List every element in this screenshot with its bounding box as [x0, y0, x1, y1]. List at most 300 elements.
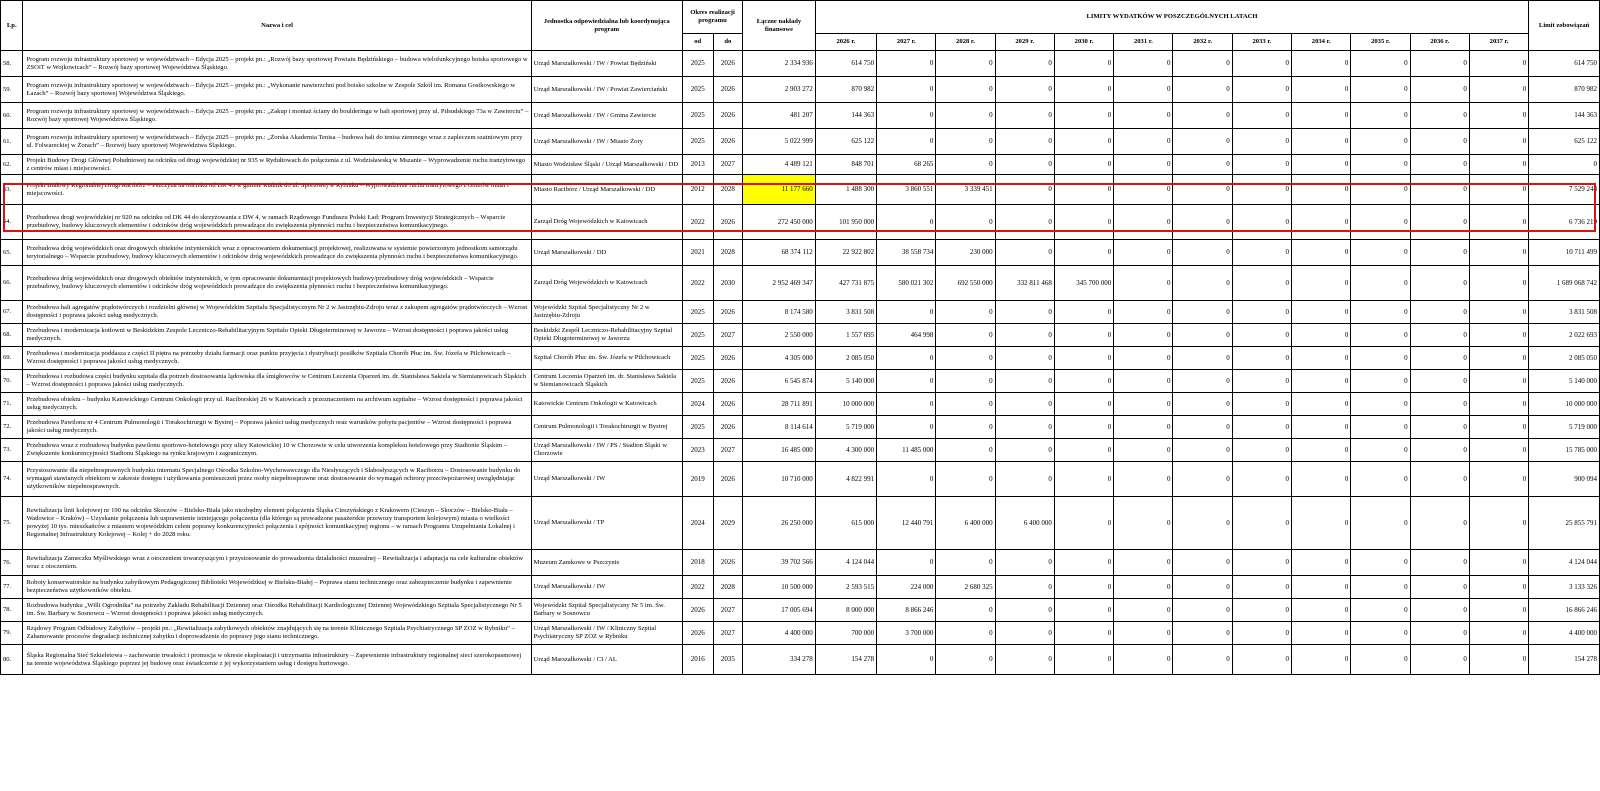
- row-limit: 5 719 000: [1529, 416, 1600, 439]
- table-row: [1, 301, 1600, 324]
- row-year-value: 0: [1292, 77, 1351, 103]
- row-lp: 66.: [1, 266, 23, 301]
- row-lp: 72.: [1, 416, 23, 439]
- row-year-value: 4 822 991: [815, 462, 876, 497]
- row-year-value: 0: [1054, 103, 1113, 129]
- row-name: Przebudowa i rozbudowa części budynku szpitala dla potrzeb dostosowania lądowiska dla śmigłowców w Centrum Leczenia Oparzeń im. dr. Stanisława Sakiela w Siemianowicach Śląskich – Wzrost dostępności i poprawa jakości usług medycznych.: [23, 370, 531, 393]
- header-year: 2028 r.: [936, 34, 995, 51]
- row-year-value: 0: [877, 77, 936, 103]
- row-year-value: 0: [936, 370, 995, 393]
- row-year-value: 0: [877, 103, 936, 129]
- row-lp: 75.: [1, 497, 23, 550]
- row-lp: 65.: [1, 240, 23, 266]
- row-year-value: 0: [1114, 393, 1173, 416]
- row-from: 2024: [682, 393, 713, 416]
- row-year-value: 0: [1114, 266, 1173, 301]
- row-from: 2013: [682, 155, 713, 175]
- row-year-value: 0: [1469, 599, 1528, 622]
- row-total: 272 450 000: [743, 205, 816, 240]
- row-to: 2027: [713, 622, 743, 645]
- row-year-value: 0: [1351, 497, 1410, 550]
- row-year-value: 0: [1351, 175, 1410, 205]
- row-unit: Beskidzki Zespół Leczniczo-Rehabilitacyjny Szpital Opieki Długoterminowej w Jaworzu: [531, 324, 682, 347]
- row-year-value: 0: [1292, 622, 1351, 645]
- row-year-value: 0: [1292, 462, 1351, 497]
- row-year-value: 0: [1054, 155, 1113, 175]
- row-year-value: 614 750: [815, 51, 876, 77]
- row-total: 6 545 874: [743, 370, 816, 393]
- row-year-value: 0: [1351, 622, 1410, 645]
- row-year-value: 0: [1232, 393, 1291, 416]
- row-to: 2027: [713, 155, 743, 175]
- row-year-value: 332 811 468: [995, 266, 1054, 301]
- row-to: 2027: [713, 439, 743, 462]
- row-year-value: 0: [1292, 550, 1351, 576]
- row-year-value: 0: [936, 51, 995, 77]
- row-year-value: 12 440 791: [877, 497, 936, 550]
- row-from: 2026: [682, 599, 713, 622]
- table-row: [1, 462, 1600, 497]
- row-year-value: 6 400 000: [936, 497, 995, 550]
- row-from: 2025: [682, 324, 713, 347]
- row-year-value: 0: [1114, 324, 1173, 347]
- row-unit: Miasto Wodzisław Śląski / Urząd Marszałkowski / DD: [531, 155, 682, 175]
- row-year-value: 0: [995, 51, 1054, 77]
- row-unit: Wojewódzki Szpital Specjalistyczny Nr 2 w Jastrzębiu-Zdroju: [531, 301, 682, 324]
- row-year-value: 0: [1114, 497, 1173, 550]
- row-name: Przystosowanie dla niepełnosprawnych budynku internatu Specjalnego Ośrodka Szkolno-Wychowawczego dla Niesłyszących i Słabosłyszących w Raciborzu – Dostosowanie budynku do wymagań stawianych obiektom w zakresie dostępu i użytkowania pomieszczeń przez osoby niepełnosprawne oraz dostosowanie do wymagań ochrony przeciwpożarowej uwzględniając użytkowników niepełnosprawnych.: [23, 462, 531, 497]
- row-year-value: 0: [936, 103, 995, 129]
- row-year-value: 0: [936, 324, 995, 347]
- header-unit: Jednostka odpowiedzialna lub koordynująca program: [531, 1, 682, 51]
- row-unit: Urząd Marszałkowski / CI / AL: [531, 645, 682, 675]
- row-name: Przebudowa dróg wojewódzkich oraz drogowych obiektów inżynierskich wraz z opracowaniem dokumentacji projektowej, realizowana w systemie powierzonym jednostkom samorządu terytorialnego – Wsparcie przebudowy, budowy kluczowych elementów i odcinków dróg wojewódzkich prowadzące do zwiększenia płynności ruchu i bezpieczeństwa komunikacyjnego.: [23, 240, 531, 266]
- row-year-value: 692 550 000: [936, 266, 995, 301]
- row-year-value: 0: [995, 347, 1054, 370]
- row-year-value: 0: [1469, 205, 1528, 240]
- row-to: 2026: [713, 77, 743, 103]
- row-year-value: 0: [1351, 599, 1410, 622]
- row-year-value: 0: [1054, 347, 1113, 370]
- row-year-value: 0: [877, 645, 936, 675]
- row-limit: 870 982: [1529, 77, 1600, 103]
- row-year-value: 0: [1173, 103, 1232, 129]
- row-limit: 10 000 000: [1529, 393, 1600, 416]
- row-name: Projekt Budowy Drogi Głównej Południowej na odcinku od drogi wojewódzkiej nr 935 w Rydułtowach do połączenia z ul. Wodzisławską w Mszanie – Wyprowadzenie ruchu tranzytowego z centrów miast i miejscowości.: [23, 155, 531, 175]
- row-year-value: 0: [1114, 155, 1173, 175]
- table-row: [1, 347, 1600, 370]
- row-year-value: 0: [1410, 497, 1469, 550]
- row-year-value: 0: [1173, 439, 1232, 462]
- row-year-value: 0: [1469, 240, 1528, 266]
- row-year-value: 0: [1410, 550, 1469, 576]
- row-year-value: 0: [936, 439, 995, 462]
- header-year: 2031 r.: [1114, 34, 1173, 51]
- header-commit: Limit zobowiązań: [1529, 1, 1600, 51]
- row-limit: 4 124 044: [1529, 550, 1600, 576]
- row-year-value: 0: [1114, 301, 1173, 324]
- row-total: 26 250 000: [743, 497, 816, 550]
- row-year-value: 0: [1173, 266, 1232, 301]
- row-year-value: 0: [877, 393, 936, 416]
- row-year-value: 0: [877, 129, 936, 155]
- row-year-value: 0: [1054, 129, 1113, 155]
- row-to: 2026: [713, 205, 743, 240]
- row-name: Przebudowa i modernizacja poddasza z części II piętra na potrzeby działu farmacji oraz punktu przyjęcia i dystrybucji posiłków Szpitala Chorób Płuc im. Św. Józefa w Pilchowicach – Wzrost dostępności i poprawa jakości usług medycznych.: [23, 347, 531, 370]
- header-year: 2032 r.: [1173, 34, 1232, 51]
- row-year-value: 0: [1292, 393, 1351, 416]
- row-year-value: 0: [1232, 205, 1291, 240]
- row-to: 2026: [713, 550, 743, 576]
- row-to: 2035: [713, 645, 743, 675]
- row-year-value: 3 339 451: [936, 175, 995, 205]
- row-to: 2028: [713, 576, 743, 599]
- row-year-value: 0: [1469, 77, 1528, 103]
- row-unit: Urząd Marszałkowski / IW / Gmina Zawiercie: [531, 103, 682, 129]
- row-year-value: 0: [995, 103, 1054, 129]
- row-limit: 614 750: [1529, 51, 1600, 77]
- row-year-value: 0: [1410, 266, 1469, 301]
- row-year-value: 0: [1114, 129, 1173, 155]
- row-year-value: 0: [1114, 645, 1173, 675]
- row-year-value: 0: [1292, 645, 1351, 675]
- table-row: [1, 103, 1600, 129]
- row-year-value: 0: [1410, 77, 1469, 103]
- table-row: [1, 266, 1600, 301]
- header-row-1: [1, 1, 1600, 34]
- row-from: 2022: [682, 266, 713, 301]
- row-year-value: 0: [1173, 240, 1232, 266]
- row-from: 2026: [682, 622, 713, 645]
- row-year-value: 0: [1410, 240, 1469, 266]
- table-row: [1, 416, 1600, 439]
- header-year: 2029 r.: [995, 34, 1054, 51]
- row-year-value: 0: [1114, 103, 1173, 129]
- row-year-value: 0: [1054, 645, 1113, 675]
- row-year-value: 0: [1232, 175, 1291, 205]
- row-lp: 76.: [1, 550, 23, 576]
- row-total: 10 710 000: [743, 462, 816, 497]
- row-year-value: 0: [936, 599, 995, 622]
- row-year-value: 0: [1351, 645, 1410, 675]
- row-from: 2025: [682, 77, 713, 103]
- row-year-value: 0: [1351, 205, 1410, 240]
- row-from: 2025: [682, 347, 713, 370]
- row-year-value: 0: [995, 599, 1054, 622]
- row-year-value: 0: [936, 645, 995, 675]
- row-to: 2026: [713, 416, 743, 439]
- row-limit: 5 140 000: [1529, 370, 1600, 393]
- row-year-value: 0: [1114, 370, 1173, 393]
- row-name: Program rozwoju infrastruktury sportowej w województwach – Edycja 2025 – projekt pn.: „Wykonanie nawierzchni pod boisko szkolne w Zespole Szkół im. Romana Gostkowskiego w Łazach” – Rozwój bazy sportowej Województwa Śląskiego.: [23, 77, 531, 103]
- row-total: 4 305 000: [743, 347, 816, 370]
- row-year-value: 0: [1410, 301, 1469, 324]
- row-year-value: 0: [1173, 462, 1232, 497]
- row-unit: Urząd Marszałkowski / IW / Powiat Będziński: [531, 51, 682, 77]
- row-lp: 64.: [1, 205, 23, 240]
- row-year-value: 0: [1173, 393, 1232, 416]
- row-year-value: 0: [1054, 175, 1113, 205]
- table-row: [1, 645, 1600, 675]
- row-year-value: 0: [1292, 205, 1351, 240]
- row-name: Rewitalizacja linii kolejowej nr 190 na odcinku Skoczów – Bielsko-Biała jako niezbędny element połączenia Śląska Cieszyńskiego z Krakowem (Cieszyn – Skoczów – Bielsko-Biała – Wadowice – Kraków) – Uzyskanie połączenia lub usprawnienie istniejącego połączenia (dla którego są prowadzone pasażerskie przewozy transportem kolejowym) miasta o wielkości powyżej 10 tys. mieszkańców z miastem wojewódzkim celem poprawy konkurencyjności połączenia i spójności komunikacyjnej regionu – w ramach Programu Uzupełniania Lokalnej i Regionalnej Infrastruktury Kolejowej – Kolej + do 2028 roku.: [23, 497, 531, 550]
- row-total: 4 400 000: [743, 622, 816, 645]
- row-year-value: 0: [1173, 550, 1232, 576]
- row-year-value: 0: [1292, 155, 1351, 175]
- row-year-value: 0: [1173, 51, 1232, 77]
- table-row: [1, 550, 1600, 576]
- row-year-value: 0: [995, 370, 1054, 393]
- row-name: Przebudowa i modernizacja kotłowni w Beskidzkim Zespole Leczniczo-Rehabilitacyjnym Szpitalu Opieki Długoterminowej w Jaworzu – Wzrost dostępności i poprawa jakości usług medycznych.: [23, 324, 531, 347]
- row-year-value: 0: [1054, 550, 1113, 576]
- row-year-value: 3 831 508: [815, 301, 876, 324]
- row-limit: 4 400 000: [1529, 622, 1600, 645]
- row-limit: 3 133 326: [1529, 576, 1600, 599]
- row-year-value: 0: [995, 393, 1054, 416]
- row-year-value: 0: [1292, 347, 1351, 370]
- row-year-value: 0: [1114, 416, 1173, 439]
- row-total: 11 177 660: [743, 175, 816, 205]
- row-year-value: 0: [1114, 51, 1173, 77]
- row-year-value: 0: [1469, 51, 1528, 77]
- row-year-value: 0: [995, 550, 1054, 576]
- row-year-value: 0: [1054, 599, 1113, 622]
- row-year-value: 625 122: [815, 129, 876, 155]
- row-year-value: 0: [1173, 347, 1232, 370]
- row-year-value: 0: [936, 416, 995, 439]
- row-year-value: 0: [1232, 77, 1291, 103]
- row-year-value: 0: [995, 622, 1054, 645]
- row-year-value: 0: [1351, 370, 1410, 393]
- row-year-value: 0: [995, 416, 1054, 439]
- row-year-value: 0: [1351, 301, 1410, 324]
- row-to: 2030: [713, 266, 743, 301]
- row-year-value: 1 557 695: [815, 324, 876, 347]
- row-year-value: 0: [1351, 550, 1410, 576]
- row-year-value: 0: [1469, 266, 1528, 301]
- row-year-value: 0: [1292, 240, 1351, 266]
- row-year-value: 0: [936, 129, 995, 155]
- row-name: Przebudowa dróg wojewódzkich oraz drogowych obiektów inżynierskich, w tym opracowanie dokumentacji projektowych budowy/przebudowy dróg wojewódzkich – Wsparcie przebudowy, budowy kluczowych elementów i odcinków dróg wojewódzkich prowadzące do zwiększenia płynności ruchu i bezpieczeństwa komunikacyjnego.: [23, 266, 531, 301]
- row-total: 10 500 000: [743, 576, 816, 599]
- header-year: 2034 r.: [1292, 34, 1351, 51]
- row-year-value: 0: [1469, 550, 1528, 576]
- row-year-value: 0: [1232, 324, 1291, 347]
- row-name: Przebudowa drogi wojewódzkiej nr 920 na odcinku od DK 44 do skrzyżowania z DW 4, w ramach Rządowego Funduszu Polski Ład: Program Inwestycji Strategicznych – Wsparcie przebudowy, budowy kluczowych elementów i odcinków dróg wojewódzkich prowadzące do zwiększenia płynności ruchu i bezpieczeństwa komunikacyjnego.: [23, 205, 531, 240]
- row-year-value: 0: [1410, 393, 1469, 416]
- row-year-value: 0: [1232, 576, 1291, 599]
- row-year-value: 0: [1410, 175, 1469, 205]
- row-name: Rewitalizacja Zameczku Myśliwskiego wraz z otoczeniem towarzyszącym i przystosowanie do prowadzenia działalności muzealnej – Rewitalizacja i adaptacja na cele kulturalne obiektów wraz z otoczeniem.: [23, 550, 531, 576]
- row-total: 481 207: [743, 103, 816, 129]
- row-year-value: 0: [1469, 416, 1528, 439]
- row-year-value: 8 866 246: [877, 599, 936, 622]
- row-year-value: 0: [1469, 175, 1528, 205]
- row-year-value: 0: [995, 301, 1054, 324]
- row-year-value: 0: [936, 462, 995, 497]
- row-year-value: 0: [1114, 77, 1173, 103]
- row-year-value: 0: [1410, 347, 1469, 370]
- row-year-value: 0: [1351, 103, 1410, 129]
- row-year-value: 0: [1292, 266, 1351, 301]
- row-unit: Urząd Marszałkowski / DD: [531, 240, 682, 266]
- row-year-value: 38 558 734: [877, 240, 936, 266]
- row-year-value: 0: [877, 550, 936, 576]
- row-year-value: 0: [1114, 439, 1173, 462]
- row-year-value: 0: [1292, 370, 1351, 393]
- row-year-value: 0: [1232, 347, 1291, 370]
- row-year-value: 0: [936, 550, 995, 576]
- row-year-value: 0: [1054, 301, 1113, 324]
- row-lp: 69.: [1, 347, 23, 370]
- row-total: 8 114 614: [743, 416, 816, 439]
- row-lp: 60.: [1, 103, 23, 129]
- header-name: Nazwa i cel: [23, 1, 531, 51]
- header-year: 2027 r.: [877, 34, 936, 51]
- row-year-value: 0: [1351, 347, 1410, 370]
- row-year-value: 345 700 000: [1054, 266, 1113, 301]
- row-year-value: 0: [1469, 301, 1528, 324]
- row-year-value: 0: [1114, 240, 1173, 266]
- header-from: od: [682, 34, 713, 51]
- header-year: 2026 r.: [815, 34, 876, 51]
- row-year-value: 0: [1173, 205, 1232, 240]
- row-year-value: 0: [877, 370, 936, 393]
- row-from: 2025: [682, 103, 713, 129]
- table-row: [1, 599, 1600, 622]
- row-year-value: 0: [1351, 129, 1410, 155]
- row-from: 2025: [682, 301, 713, 324]
- row-lp: 79.: [1, 622, 23, 645]
- row-year-value: 0: [1410, 51, 1469, 77]
- row-year-value: 0: [1173, 77, 1232, 103]
- row-name: Przebudowa hali agregatów prądotwórczych i rozdzielni głównej w Wojewódzkim Szpitalu Specjalistycznym Nr 2 w Jastrzębiu-Zdroju wraz z zakupem agregatów prądotwórczych – Wzrost dostępności i poprawa jakości usług medycznych.: [23, 301, 531, 324]
- row-lp: 74.: [1, 462, 23, 497]
- row-total: 28 711 891: [743, 393, 816, 416]
- row-limit: 6 736 219: [1529, 205, 1600, 240]
- row-total: 4 489 121: [743, 155, 816, 175]
- row-year-value: 0: [1232, 301, 1291, 324]
- row-year-value: 0: [1469, 155, 1528, 175]
- row-year-value: 2 593 515: [815, 576, 876, 599]
- row-year-value: 0: [1054, 416, 1113, 439]
- row-year-value: 0: [1114, 599, 1173, 622]
- row-year-value: 0: [1173, 175, 1232, 205]
- row-from: 2018: [682, 550, 713, 576]
- row-limit: 2 085 050: [1529, 347, 1600, 370]
- table-row: [1, 324, 1600, 347]
- row-year-value: 2 680 325: [936, 576, 995, 599]
- row-limit: 15 785 000: [1529, 439, 1600, 462]
- row-to: 2026: [713, 347, 743, 370]
- row-year-value: 0: [1173, 370, 1232, 393]
- row-year-value: 0: [995, 240, 1054, 266]
- row-year-value: 0: [1054, 622, 1113, 645]
- row-unit: Urząd Marszałkowski / IW: [531, 462, 682, 497]
- row-year-value: 0: [1173, 324, 1232, 347]
- row-from: 2022: [682, 205, 713, 240]
- row-unit: Urząd Marszałkowski / IW / Kliniczny Szpital Psychiatryczny SP ZOZ w Rybniku: [531, 622, 682, 645]
- row-total: 334 278: [743, 645, 816, 675]
- header-to: do: [713, 34, 743, 51]
- row-from: 2016: [682, 645, 713, 675]
- row-unit: Wojewódzki Szpital Specjalistyczny Nr 5 im. Św. Barbary w Sosnowcu: [531, 599, 682, 622]
- table-row: [1, 175, 1600, 205]
- row-year-value: 0: [1410, 324, 1469, 347]
- table-row: [1, 370, 1600, 393]
- row-year-value: 0: [995, 155, 1054, 175]
- row-year-value: 0: [1114, 175, 1173, 205]
- row-year-value: 154 278: [815, 645, 876, 675]
- row-unit: Urząd Marszałkowski / IW: [531, 576, 682, 599]
- row-to: 2027: [713, 599, 743, 622]
- row-year-value: 0: [936, 77, 995, 103]
- row-year-value: 848 701: [815, 155, 876, 175]
- table-row: [1, 155, 1600, 175]
- row-total: 8 174 580: [743, 301, 816, 324]
- row-year-value: 0: [936, 622, 995, 645]
- row-total: 2 550 000: [743, 324, 816, 347]
- row-year-value: 0: [1232, 497, 1291, 550]
- row-year-value: 5 719 000: [815, 416, 876, 439]
- row-to: 2029: [713, 497, 743, 550]
- row-year-value: 0: [1292, 301, 1351, 324]
- row-lp: 61.: [1, 129, 23, 155]
- row-from: 2023: [682, 439, 713, 462]
- row-year-value: 0: [1114, 576, 1173, 599]
- row-year-value: 0: [936, 301, 995, 324]
- row-year-value: 427 731 875: [815, 266, 876, 301]
- row-name: Program rozwoju infrastruktury sportowej w województwach – Edycja 2025 – projekt pn.: „Żorska Akademia Tenisa – budowa hali do tenisa ziemnego wraz z zapleczem szatniowym przy ul. Folwareckiej w Żorach” – Rozwój bazy sportowej Województwa Śląskiego.: [23, 129, 531, 155]
- row-lp: 67.: [1, 301, 23, 324]
- row-year-value: 0: [1173, 645, 1232, 675]
- row-unit: Urząd Marszałkowski / TP: [531, 497, 682, 550]
- row-year-value: 0: [1114, 622, 1173, 645]
- row-total: 2 952 469 347: [743, 266, 816, 301]
- row-lp: 62.: [1, 155, 23, 175]
- row-year-value: 0: [1410, 645, 1469, 675]
- header-period: Okres realizacji programu: [682, 1, 742, 34]
- row-lp: 73.: [1, 439, 23, 462]
- row-lp: 80.: [1, 645, 23, 675]
- row-year-value: 0: [1351, 393, 1410, 416]
- row-year-value: 0: [1232, 240, 1291, 266]
- row-year-value: 615 000: [815, 497, 876, 550]
- row-name: Przebudowa obiektu – budynku Katowickiego Centrum Onkologii przy ul. Raciborskiej 26 w Katowicach z przeznaczeniem na archiwum szpitalne – Wzrost dostępności i poprawa jakości usług medycznych.: [23, 393, 531, 416]
- table-row: [1, 439, 1600, 462]
- row-year-value: 0: [1114, 347, 1173, 370]
- row-year-value: 0: [1292, 175, 1351, 205]
- row-year-value: 0: [1469, 129, 1528, 155]
- row-year-value: 0: [1351, 324, 1410, 347]
- row-year-value: 0: [1173, 416, 1232, 439]
- row-to: 2026: [713, 370, 743, 393]
- row-total: 16 485 000: [743, 439, 816, 462]
- row-year-value: 0: [877, 301, 936, 324]
- row-year-value: 0: [1232, 622, 1291, 645]
- row-year-value: 0: [1232, 439, 1291, 462]
- row-year-value: 0: [1292, 416, 1351, 439]
- row-year-value: 0: [1292, 599, 1351, 622]
- table-body: [1, 51, 1600, 675]
- row-year-value: 0: [1351, 416, 1410, 439]
- header-limits: LIMITY WYDATKÓW W POSZCZEGÓLNYCH LATACH: [815, 1, 1528, 34]
- row-total: 39 702 566: [743, 550, 816, 576]
- row-year-value: 0: [936, 205, 995, 240]
- row-unit: Urząd Marszałkowski / IW / PS / Stadion Śląski w Chorzowie: [531, 439, 682, 462]
- row-year-value: 0: [1469, 103, 1528, 129]
- row-year-value: 0: [1469, 645, 1528, 675]
